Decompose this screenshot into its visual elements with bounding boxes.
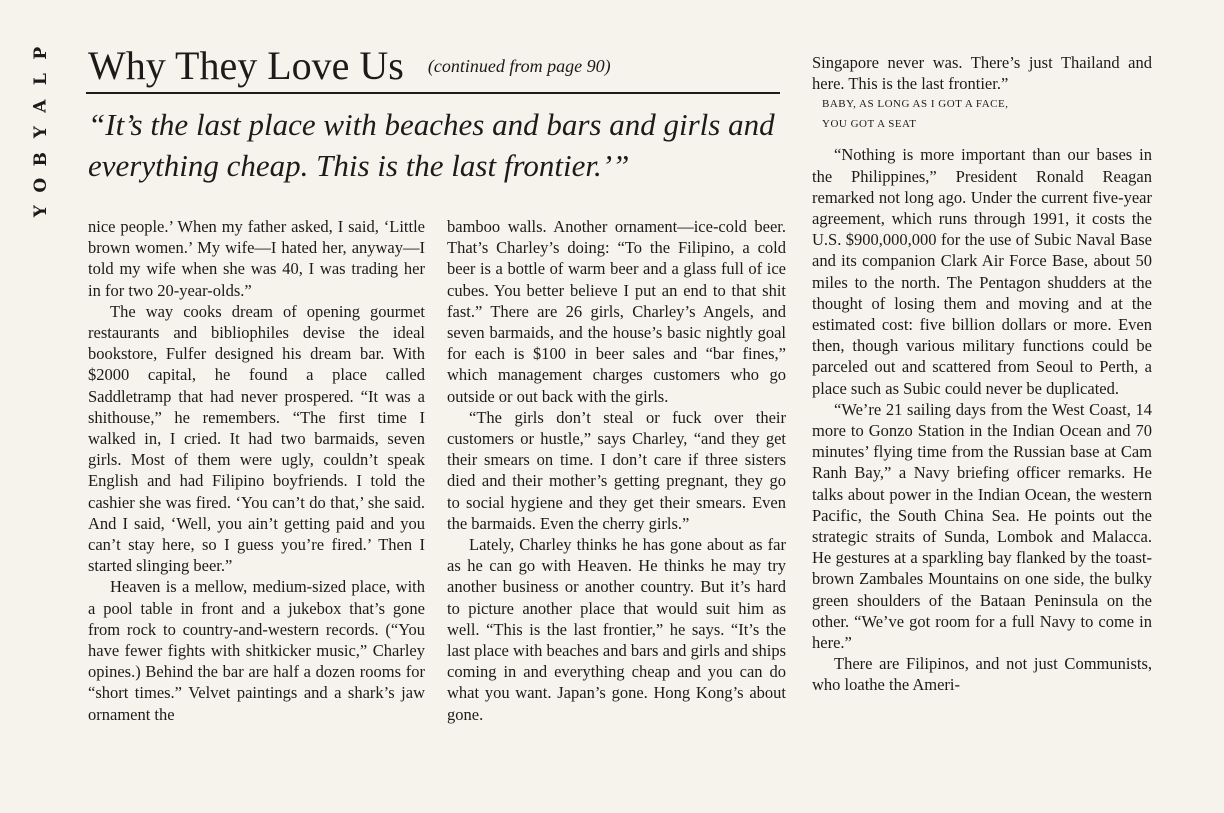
subhead-line: YOU GOT A SEAT [822, 118, 917, 131]
paragraph: nice people.’ When my father asked, I said, ‘Little brown women.’ My wife—I hated her, anyway—I told my wife when she was 40, I was trading her in for two 20-year-olds.” [88, 217, 425, 300]
article-title: Why They Love Us [88, 43, 404, 88]
spine-letter: B [30, 151, 51, 166]
spine-letter: P [30, 46, 51, 60]
spine-letter: A [30, 99, 51, 113]
subhead-line: BABY, AS LONG AS I GOT A FACE, [822, 98, 1009, 111]
continued-note: (continued from page 90) [427, 56, 611, 76]
paragraph: “Nothing is more important than our bases in the Philippines,” President Ronald Reagan remarked not long ago. Under the current five-year agreement, which runs through 1991, it costs the U.S. $900,000,000 for the use of Subic Naval Base and its companion Clark Air Force Base, about 50 miles to the north. The Pentagon shudders at the thought of losing them and moving and at the estimated cost: five billion dollars or more. Even then, though various military functions could be parceled out and scattered from Seoul to Perth, a place such as Subic could never be duplicated. [812, 145, 1152, 398]
paragraph: Heaven is a mellow, medium-sized place, with a pool table in front and a jukebox that’s gone from rock to country-and-western records. (“You have fewer fights with shitkicker music,” Charley opines.) Behind the bar are half a dozen rooms for “short times.” Velvet paintings and a shark’s jaw ornament the [88, 577, 425, 724]
paragraph: The way cooks dream of opening gourmet restaurants and bibliophiles devise the ideal bookstore, Fulfer designed his dream bar. With $2000 capital, he found a place called Saddletramp that had never prospered. “It was a shithouse,” he remembers. “The first time I walked in, I cried. It had two barmaids, seven girls. Most of them were ugly, couldn’t speak English and had Filipino boyfriends. I told the cashier she was fired. ‘You can’t do that,’ she said. And I said, ‘Well, you ain’t getting paid and you can’t stay here, so I guess you’re fired.’ Then I started slinging beer.” [88, 301, 425, 576]
pull-quote: “It’s the last place with beaches and bars and girls and everything cheap. This is the last frontier.’” [88, 107, 775, 183]
text-column-3 [812, 52, 1152, 696]
spine-letter: Y [30, 126, 51, 139]
spine-letter: O [30, 177, 51, 193]
section-subhead [822, 94, 1092, 134]
magazine-spine-label [30, 40, 52, 225]
spine-letter: Y [30, 205, 51, 218]
paragraph: bamboo walls. Another ornament—ice-cold beer. That’s Charley’s doing: “To the Filipino, a cold beer is a bottle of warm beer and a glass full of ice cubes. You better believe I put an end to that shit fast.” There are 26 girls, Charley’s Angels, and seven barmaids, and the house’s basic nightly goal for each is $100 in beer sales and “bar fines,” which management charges customers who go outside or out back with the girls. [447, 217, 786, 406]
paragraph: There are Filipinos, and not just Communists, who loathe the Ameri- [812, 654, 1152, 695]
text-column-1 [88, 216, 425, 725]
text-column-2 [447, 216, 786, 725]
paragraph: Singapore never was. There’s just Thailand and here. This is the last frontier.” [812, 53, 1152, 94]
paragraph: Lately, Charley thinks he has gone about as far as he can go with Heaven. He thinks he may try another business or another country. But it’s hard to picture another place that would suit him as well. “This is the last frontier,” he says. “It’s the last place with beaches and bars and girls and ships coming in and everything cheap and you can do what you want. Japan’s gone. Hong Kong’s about gone. [447, 535, 786, 724]
article-header [88, 42, 788, 90]
spine-letter: L [30, 73, 51, 86]
paragraph: “We’re 21 sailing days from the West Coast, 14 more to Gonzo Station in the Indian Ocean and 70 minutes’ flying time from the Russian base at Cam Ranh Bay,” a Navy briefing officer remarks. He talks about power in the Indian Ocean, the western Pacific, the South China Sea. He points out the strategic straits of Sunda, Lombok and Malacca. He gestures at a sparkling bay flanked by the toast-brown Zambales Mountains on one side, the bulky green shoulders of the Bataan Peninsula on the other. “We’ve got room for a full Navy to come in here.” [812, 399, 1152, 653]
paragraph: “The girls don’t steal or fuck over their customers or hustle,” says Charley, “and they get their smears on time. I don’t care if three sisters died and their mother’s getting pregnant, they go to social hygiene and they get their smears. Even the barmaids. Even the cherry girls.” [447, 407, 786, 533]
header-rule [86, 92, 780, 94]
